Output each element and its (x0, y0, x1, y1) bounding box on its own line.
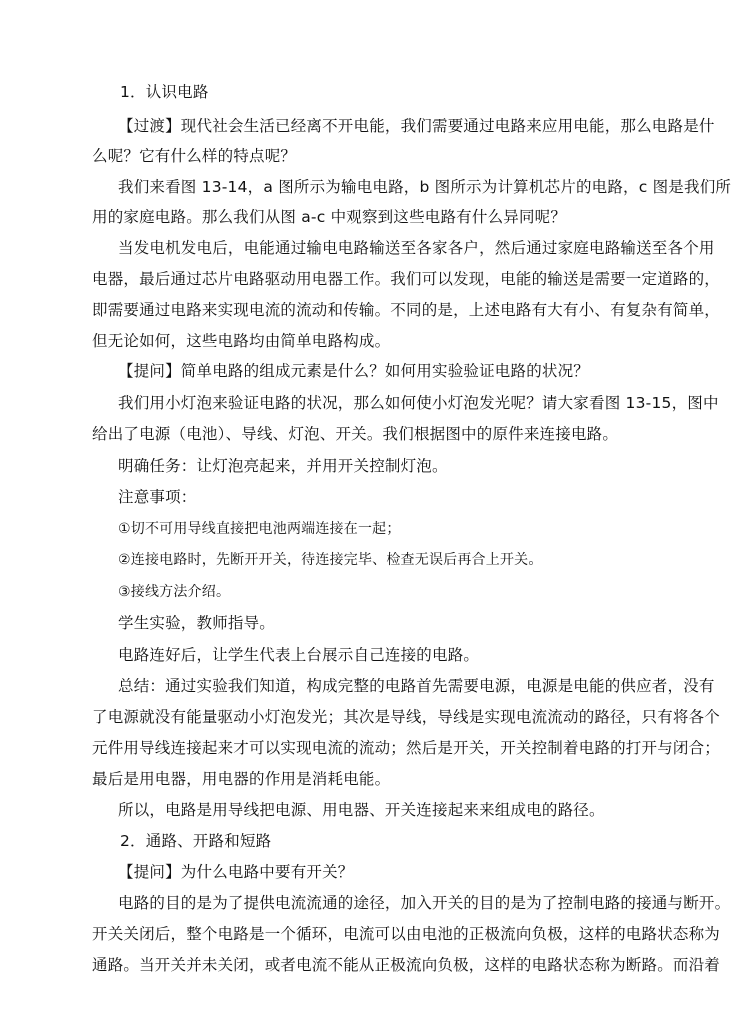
paragraph-line: 电路的目的是为了提供电流流通的途径，加入开关的目的是为了控制电路的接通与断开。 (118, 894, 731, 912)
paragraph-line: 给出了电源（电池）、导线、灯泡、开关。我们根据图中的原件来连接电路。 (92, 425, 619, 443)
paragraph-line: 【提问】简单电路的组成元素是什么？如何用实验验证电路的状况？ (118, 362, 590, 380)
paragraph-line: 最后是用电器，用电器的作用是消耗电能。 (92, 770, 391, 788)
paragraph-line: 但无论如何，这些电路均由简单电路构成。 (92, 332, 391, 350)
paragraph-line: 用的家庭电路。那么我们从图 a-c 中观察到这些电路有什么异同呢？ (92, 208, 567, 226)
section-heading-1: 1．认识电路 (120, 83, 209, 101)
paragraph-line: 所以，电路是用导线把电源、用电器、开关连接起来来组成电的路径。 (118, 801, 605, 819)
paragraph-line: 元件用导线连接起来才可以实现电流的流动；然后是开关，开关控制着电路的打开与闭合； (92, 739, 721, 757)
paragraph-line: 注意事项： (118, 488, 197, 506)
paragraph-line: 开关关闭后，整个电路是一个循环，电流可以由电池的正极流向负极，这样的电路状态称为 (92, 925, 721, 943)
paragraph-line: 通路。当开关并未关闭，或者电流不能从正极流向负极，这样的电路状态称为断路。而沿着 (92, 956, 721, 974)
list-item: ③接线方法介绍。 (118, 584, 231, 600)
paragraph-line: 总结：通过实验我们知道，构成完整的电路首先需要电源，电源是电能的供应者，没有 (118, 677, 715, 695)
paragraph-line: 我们用小灯泡来验证电路的状况，那么如何使小灯泡发光呢？请大家看图 13-15，图中 (118, 394, 719, 412)
list-item: ①切不可用导线直接把电池两端连接在一起； (118, 521, 401, 537)
paragraph-line: 【过渡】现代社会生活已经离不开电能，我们需要通过电路来应用电能，那么电路是什 (118, 117, 715, 135)
list-item: ②连接电路时，先断开开关，待连接完毕、检查无误后再合上开关。 (118, 552, 543, 568)
paragraph-line: 我们来看图 13-14，a 图所示为输电电路，b 图所示为计算机芯片的电路，c 图是我们所 (118, 178, 732, 196)
paragraph-line: 么呢？它有什么样的特点呢？ (92, 147, 297, 165)
section-heading-2: 2．通路、开路和短路 (120, 832, 272, 850)
paragraph-line: 电器，最后通过芯片电路驱动用电器工作。我们可以发现，电能的输送是需要一定道路的， (92, 270, 721, 288)
paragraph-line: 即需要通过电路来实现电流的流动和传输。不同的是，上述电路有大有小、有复杂有简单， (92, 301, 721, 319)
paragraph-line: 明确任务：让灯泡亮起来，并用开关控制灯泡。 (118, 457, 448, 475)
paragraph-line: 了电源就没有能量驱动小灯泡发光；其次是导线，导线是实现电流流动的路径，只有将各个 (92, 708, 721, 726)
paragraph-line: 【提问】为什么电路中要有开关？ (118, 863, 354, 881)
paragraph-line: 当发电机发电后，电能通过输电电路输送至各家各户，然后通过家庭电路输送至各个用 (118, 239, 715, 257)
paragraph-line: 学生实验，教师指导。 (118, 614, 276, 632)
paragraph-line: 电路连好后，让学生代表上台展示自己连接的电路。 (118, 646, 480, 664)
